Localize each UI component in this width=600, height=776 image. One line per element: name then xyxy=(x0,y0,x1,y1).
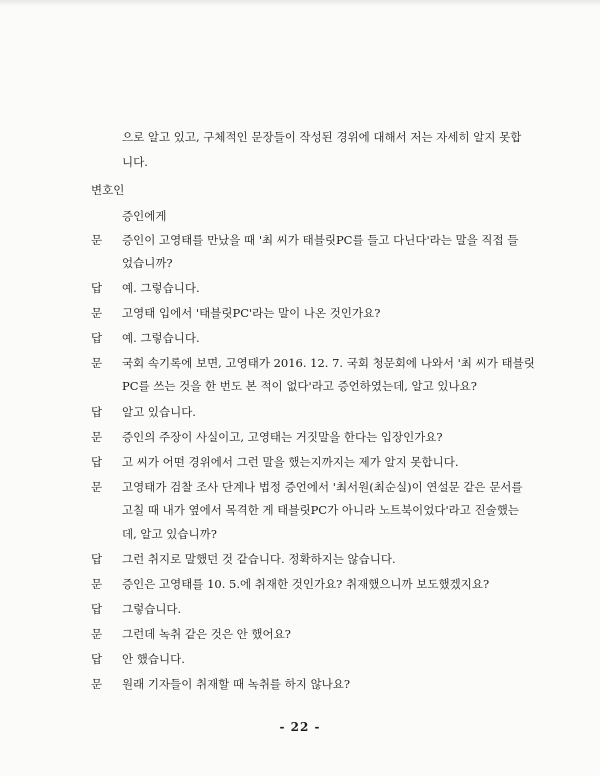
line-l10-text: 국회 속기록에 보면, 고영태가 2016. 12. 7. 국회 청문회에 나와서 '최 씨가 태블릿 xyxy=(122,356,535,370)
line-l13-text: 증인의 주장이 사실이고, 고영태는 거짓말을 한다는 입장인가요? xyxy=(122,430,443,444)
label-question: 문 xyxy=(91,233,103,247)
line-l1-text: 으로 알고 있고, 구체적인 문장들이 작성된 경위에 대해서 저는 자세히 알지 못합 xyxy=(122,130,522,144)
scan-edge xyxy=(0,0,600,6)
addressee-line: 증인에게 xyxy=(122,209,167,223)
line-l19-text: 증인은 고영태를 10. 5.에 취재한 것인가요? 취재했으니까 보도했겠지요? xyxy=(122,577,490,591)
line-l20-text: 그렇습니다. xyxy=(122,602,182,616)
line-l18-text: 그런 취지로 말했던 것 같습니다. 정확하지는 않습니다. xyxy=(122,552,396,566)
line-l2-text: 니다. xyxy=(122,155,148,169)
line-l21-text: 그런데 녹취 같은 것은 안 했어요? xyxy=(122,627,291,641)
label-question: 문 xyxy=(91,627,103,641)
section-label: 변호인 xyxy=(91,183,125,197)
line-l14-text: 고 씨가 어떤 경위에서 그런 말을 했는지까지는 제가 알지 못합니다. xyxy=(122,455,459,469)
label-question: 문 xyxy=(91,677,103,691)
line-l15-text: 고영태가 검찰 조사 단계나 법정 증언에서 '최서원(최순실)이 연설문 같은 문서를 xyxy=(122,480,523,494)
label-answer: 답 xyxy=(91,405,103,419)
line-l23-text: 원래 기자들이 취재할 때 녹취를 하지 않나요? xyxy=(122,677,351,691)
label-question: 문 xyxy=(91,356,103,370)
label-question: 문 xyxy=(91,430,103,444)
line-l17-text: 데, 알고 있습니까? xyxy=(122,527,217,541)
label-answer: 답 xyxy=(91,331,103,345)
label-question: 문 xyxy=(91,480,103,494)
line-l6-text: 었습니까? xyxy=(122,256,173,270)
label-answer: 답 xyxy=(91,552,103,566)
label-answer: 답 xyxy=(91,455,103,469)
line-l16-text: 고칠 때 내가 옆에서 목격한 게 태블릿PC가 아니라 노트북이었다'라고 진술했는 xyxy=(122,503,519,517)
page-number: - 22 - xyxy=(279,720,321,734)
line-l9-text: 예. 그렇습니다. xyxy=(122,331,200,345)
line-l5-text: 증인이 고영태를 만났을 때 '최 씨가 태블릿PC를 들고 다닌다'라는 말을 직접 들 xyxy=(122,233,519,247)
line-l12-text: 알고 있습니다. xyxy=(122,405,196,419)
label-question: 문 xyxy=(91,577,103,591)
line-l11-text: PC를 쓰는 것을 한 번도 본 적이 없다'라고 증언하였는데, 알고 있나요? xyxy=(122,379,477,393)
line-l8-text: 고영태 입에서 '태블릿PC'라는 말이 나온 것인가요? xyxy=(122,306,381,320)
line-l7-text: 예. 그렇습니다. xyxy=(122,281,200,295)
label-answer: 답 xyxy=(91,652,103,666)
label-answer: 답 xyxy=(91,602,103,616)
label-answer: 답 xyxy=(91,281,103,295)
label-question: 문 xyxy=(91,306,103,320)
line-l22-text: 안 했습니다. xyxy=(122,652,185,666)
